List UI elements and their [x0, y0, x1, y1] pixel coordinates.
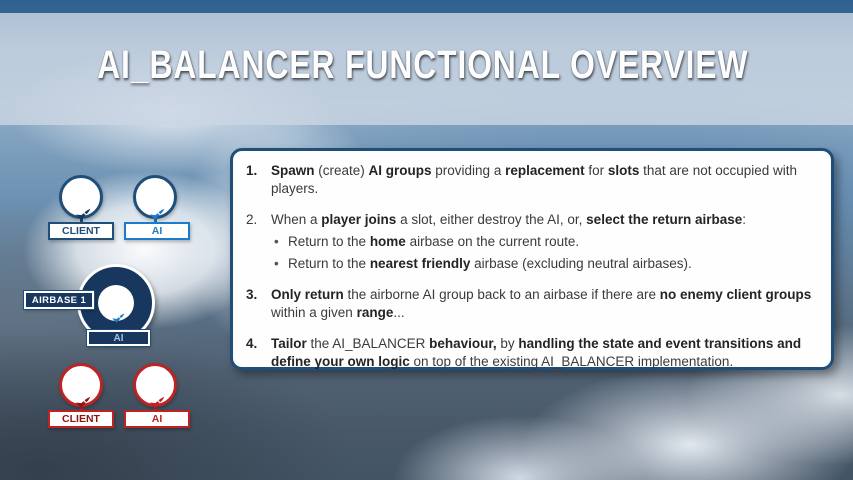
fighter-jet-icon [58, 362, 103, 407]
list-item-number: 4. [246, 336, 258, 351]
bullet-marker: • [274, 256, 279, 271]
list-item [243, 162, 816, 198]
red-ai-badge [133, 363, 177, 407]
list-item-text: When a player joins a slot, either destroy the AI, or, select the return airbase: [271, 212, 747, 227]
blue-ai-badge [133, 175, 177, 219]
list-item-number: 2. [246, 212, 258, 227]
list-item-text: Spawn (create) AI groups providing a replacement for slots that are not occupied with players. [271, 163, 798, 196]
fighter-jet-icon [58, 174, 103, 219]
bullet-marker: • [274, 234, 279, 249]
fighter-jet-icon [132, 174, 177, 219]
page-title [0, 13, 853, 88]
list-sub-item [243, 233, 816, 251]
blue-client-badge [59, 175, 103, 219]
list-item-text: Tailor the AI_BALANCER behaviour, by handling the state and event transitions and define your own logic on top of the existing AI_BALANCER implementation. [271, 336, 802, 369]
content-box [230, 148, 834, 370]
feature-list [243, 162, 816, 371]
airbase-inner-circle [98, 285, 134, 321]
title-band [0, 13, 853, 125]
list-sub-item-text: Return to the home airbase on the current route. [288, 234, 580, 249]
list-item-number: 1. [246, 163, 258, 178]
list-sub-item-text: Return to the nearest friendly airbase (excluding neutral airbases). [288, 256, 692, 271]
red-client-label: CLIENT [48, 410, 114, 428]
list-sub-item [243, 255, 816, 273]
list-item-number: 3. [246, 287, 258, 302]
list-item [243, 286, 816, 322]
red-ai-label: AI [124, 410, 190, 428]
airbase-label: AIRBASE 1 [24, 291, 94, 309]
fighter-jet-icon [97, 284, 135, 322]
blue-ai-label: AI [124, 222, 190, 240]
list-item-text: Only return the airborne AI group back to an airbase if there are no enemy client groups within a given range... [271, 287, 812, 320]
blue-client-label: CLIENT [48, 222, 114, 240]
list-item [243, 335, 816, 371]
page-title-text: AI_BALANCER FUNCTIONAL OVERVIEW [97, 43, 749, 87]
list-item [243, 211, 816, 229]
airbase-ai-label: AI [87, 330, 150, 346]
red-client-badge [59, 363, 103, 407]
fighter-jet-icon [132, 362, 177, 407]
